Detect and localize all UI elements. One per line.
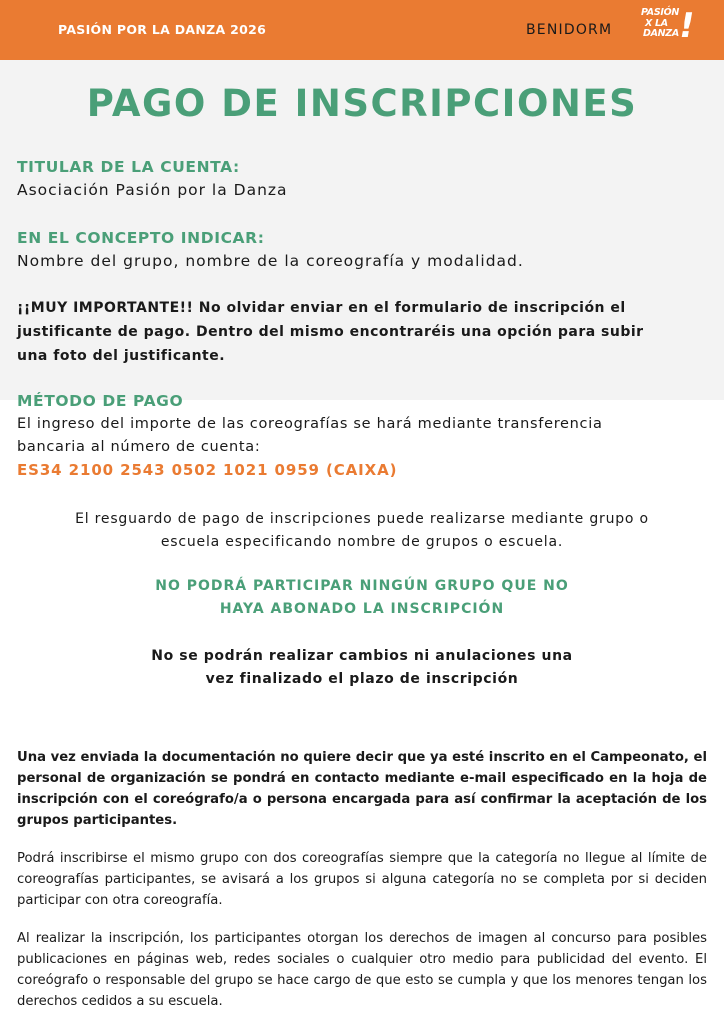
receipt-note-line-1: El resguardo de pago de inscripciones puede realizarse mediante grupo o — [75, 511, 649, 527]
event-name: PASIÓN POR LA DANZA 2026 — [58, 22, 267, 37]
city-name: BENIDORM — [526, 22, 613, 38]
header-bar — [0, 0, 724, 60]
receipt-note-line-2: escuela especificando nombre de grupos o escuela. — [160, 534, 564, 550]
logo-exclamation-mark: ! — [675, 6, 699, 46]
logo-line-1: PASIÓN — [641, 7, 680, 18]
bank-account-number: ES34 2100 2543 0502 1021 0959 (CAIXA) — [17, 461, 398, 479]
important-line-2: justificante de pago. Dentro del mismo encontraréis una opción para subir — [17, 324, 644, 340]
warning-line-2: HAYA ABONADO LA INSCRIPCIÓN — [219, 601, 505, 617]
registration-confirmation-paragraph: Una vez enviada la documentación no quiere decir que ya esté inscrito en el Campeonato, el personal de organización se pondrá en contacto mediante e-mail especificado en la hoja de inscripción con el coreógrafo/a o persona encargada para así confirmar la aceptación de los grupos participantes. — [17, 750, 707, 828]
concept-label: EN EL CONCEPTO INDICAR: — [17, 229, 265, 247]
warning-line-1: NO PODRÁ PARTICIPAR NINGÚN GRUPO QUE NO — [155, 578, 569, 594]
no-changes-line-1: No se podrán realizar cambios ni anulaciones una — [151, 648, 573, 664]
payment-line-2: bancaria al número de cuenta: — [17, 439, 261, 455]
payment-warning — [20, 575, 704, 621]
no-changes-notice — [20, 645, 704, 691]
page-title: PAGO DE INSCRIPCIONES — [86, 82, 638, 125]
payment-method-label: MÉTODO DE PAGO — [17, 392, 184, 410]
logo-line-3: DANZA — [643, 28, 679, 39]
receipt-note — [20, 508, 704, 554]
event-logo — [641, 6, 699, 54]
important-notice — [17, 296, 707, 368]
logo-line-2: X LA — [645, 17, 668, 29]
account-holder-label: TITULAR DE LA CUENTA: — [17, 158, 240, 176]
payment-line-1: El ingreso del importe de las coreografías se hará mediante transferencia — [17, 416, 603, 432]
important-line-3: una foto del justificante. — [17, 348, 226, 364]
payment-description — [17, 413, 707, 459]
no-changes-line-2: vez finalizado el plazo de inscripción — [205, 671, 519, 687]
image-rights-paragraph: Al realizar la inscripción, los participantes otorgan los derechos de imagen al concurso para posibles publicaciones en páginas web, redes sociales o cualquier otro medio para publicidad del evento. El coreógrafo o responsable del grupo se hace cargo de que esto se cumpla y que los menores tengan los derechos cedidos a su escuela. — [17, 931, 707, 1009]
important-line-1: ¡¡MUY IMPORTANTE!! No olvidar enviar en el formulario de inscripción el — [17, 300, 626, 316]
concept-value: Nombre del grupo, nombre de la coreografía y modalidad. — [17, 252, 524, 270]
double-choreography-paragraph: Podrá inscribirse el mismo grupo con dos coreografías siempre que la categoría no llegue al límite de coreografías participantes, se avisará a los grupos si alguna categoría no se completa por si deciden participar con otra coreografía. — [17, 851, 707, 908]
account-holder-value: Asociación Pasión por la Danza — [17, 181, 288, 199]
